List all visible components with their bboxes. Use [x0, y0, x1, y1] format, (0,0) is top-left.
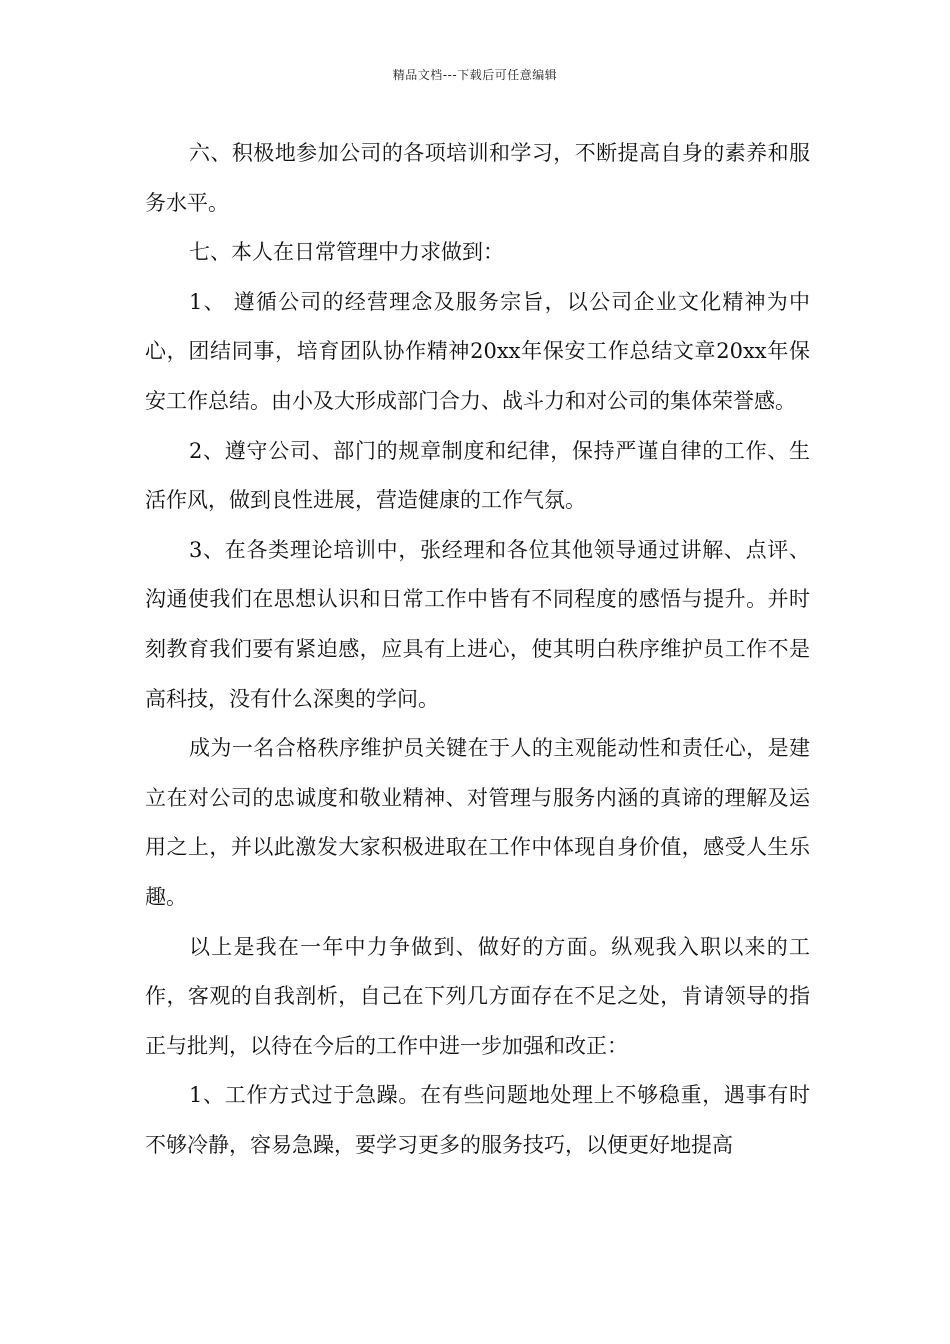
paragraph-item-3-training: 3、在各类理论培训中，张经理和各位其他领导通过讲解、点评、沟通使我们在思想认识和日常工作中皆有不同程度的感悟与提升。并时刻教育我们要有紧迫感，应具有上进心，使其明白秩序维护员工作不是高科技，没有什么深奥的学问。	[145, 537, 810, 711]
paragraph-daily-management: 七、本人在日常管理中力求做到：	[189, 240, 504, 265]
paragraph-training: 六、积极地参加公司的各项培训和学习，不断提高自身的素养和服务水平。	[145, 141, 810, 215]
paragraph-shortcoming-1: 1、工作方式过于急躁。在有些问题地处理上不够稳重，遇事有时不够冷静，容易急躁，要学习更多的服务技巧，以便更好地提高	[145, 1083, 810, 1157]
paragraph-qualified-staff: 成为一名合格秩序维护员关键在于人的主观能动性和责任心，是建立在对公司的忠诚度和敬业精神、对管理与服务内涵的真谛的理解及运用之上，并以此激发大家积极进取在工作中体现自身价值，感受人生乐趣。	[145, 736, 810, 909]
paragraph-item-2-rules: 2、遵守公司、部门的规章制度和纪律，保持严谨自律的工作、生活作风，做到良性进展，营造健康的工作气氛。	[145, 438, 810, 513]
paragraph-item-1-team: 1、 遵循公司的经营理念及服务宗旨，以公司企业文化精神为中心，团结同事，培育团队协作精神20xx年保安工作总结文章20xx年保安工作总结。由小及大形成部门合力、战斗力和对公司的集体荣誉感。	[145, 289, 810, 413]
document-body	[145, 129, 810, 1170]
paragraph-self-review: 以上是我在一年中力争做到、做好的方面。纵观我入职以来的工作，客观的自我剖析，自己在下列几方面存在不足之处，肯请领导的指正与批判，以待在今后的工作中进一步加强和改正：	[145, 934, 810, 1058]
page-header: 精品文档---下载后可任意编辑	[392, 68, 558, 82]
